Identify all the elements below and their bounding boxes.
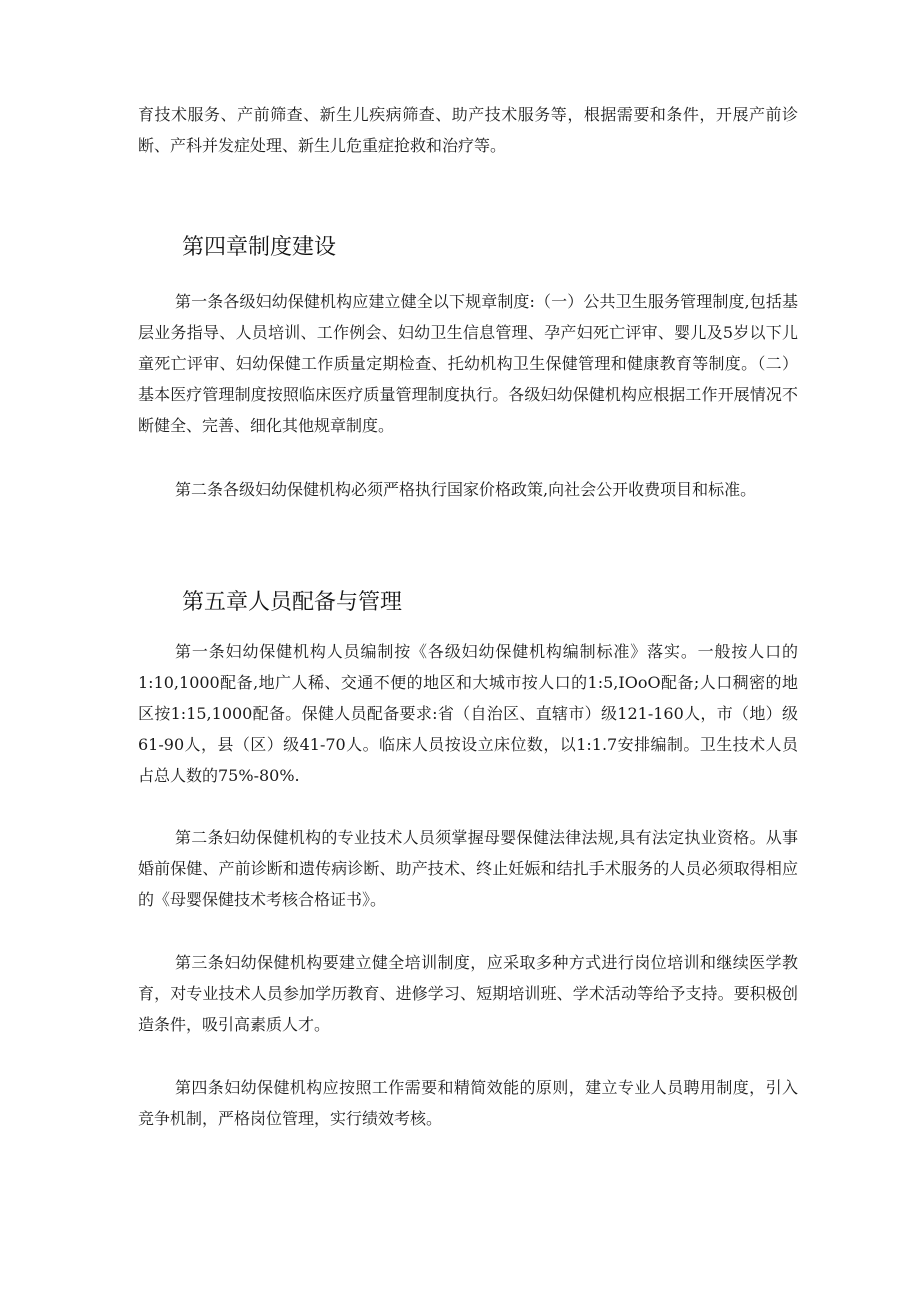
chapter4-article-1: 第一条各级妇幼保健机构应建立健全以下规章制度:（一）公共卫生服务管理制度,包括基层业务指导、人员培训、工作例会、妇幼卫生信息管理、孕产妇死亡评审、婴儿及5岁以下儿童死亡评审、妇幼保健工作质量定期检查、托幼机构卫生保健管理和健康教育等制度。（二）基本医疗管理制度按照临床医疗质量管理制度执行。各级妇幼保健机构应根据工作开展情况不断健全、完善、细化其他规章制度。 bbox=[138, 292, 798, 435]
chapter5-article-3: 第三条妇幼保健机构要建立健全培训制度，应采取多种方式进行岗位培训和继续医学教育，对专业技术人员参加学历教育、进修学习、短期培训班、学术活动等给予支持。要积极创造条件，吸引高素质人才。 bbox=[138, 953, 798, 1034]
chapter5-article-1: 第一条妇幼保健机构人员编制按《各级妇幼保健机构编制标准》落实。一般按人口的1:10,1000配备,地广人稀、交通不便的地区和大城市按人口的1:5,IOoO配备;人口稠密的地区按1:15,1000配备。保健人员配备要求:省（自治区、直辖市）级121-160人，市（地）级61-90人，县（区）级41-70人。临床人员按设立床位数，以1:1.7安排编制。卫生技术人员占总人数的75%-80%. bbox=[138, 642, 798, 785]
chapter5-article-4: 第四条妇幼保健机构应按照工作需要和精简效能的原则，建立专业人员聘用制度，引入竞争机制，严格岗位管理，实行绩效考核。 bbox=[138, 1078, 798, 1128]
chapter4-title: 第四章制度建设 bbox=[182, 235, 337, 260]
chapter5-title: 第五章人员配备与管理 bbox=[182, 590, 403, 615]
chapter5-article-2: 第二条妇幼保健机构的专业技术人员须掌握母婴保健法律法规,具有法定执业资格。从事婚前保健、产前诊断和遗传病诊断、助产技术、终止妊娠和结扎手术服务的人员必须取得相应的《母婴保健技术考核合格证书》。 bbox=[138, 828, 798, 909]
continuation-paragraph: 育技术服务、产前筛查、新生儿疾病筛查、助产技术服务等，根据需要和条件，开展产前诊断、产科并发症处理、新生儿危重症抢救和治疗等。 bbox=[138, 105, 798, 155]
chapter4-article-2: 第二条各级妇幼保健机构必须严格执行国家价格政策,向社会公开收费项目和标准。 bbox=[175, 480, 757, 499]
